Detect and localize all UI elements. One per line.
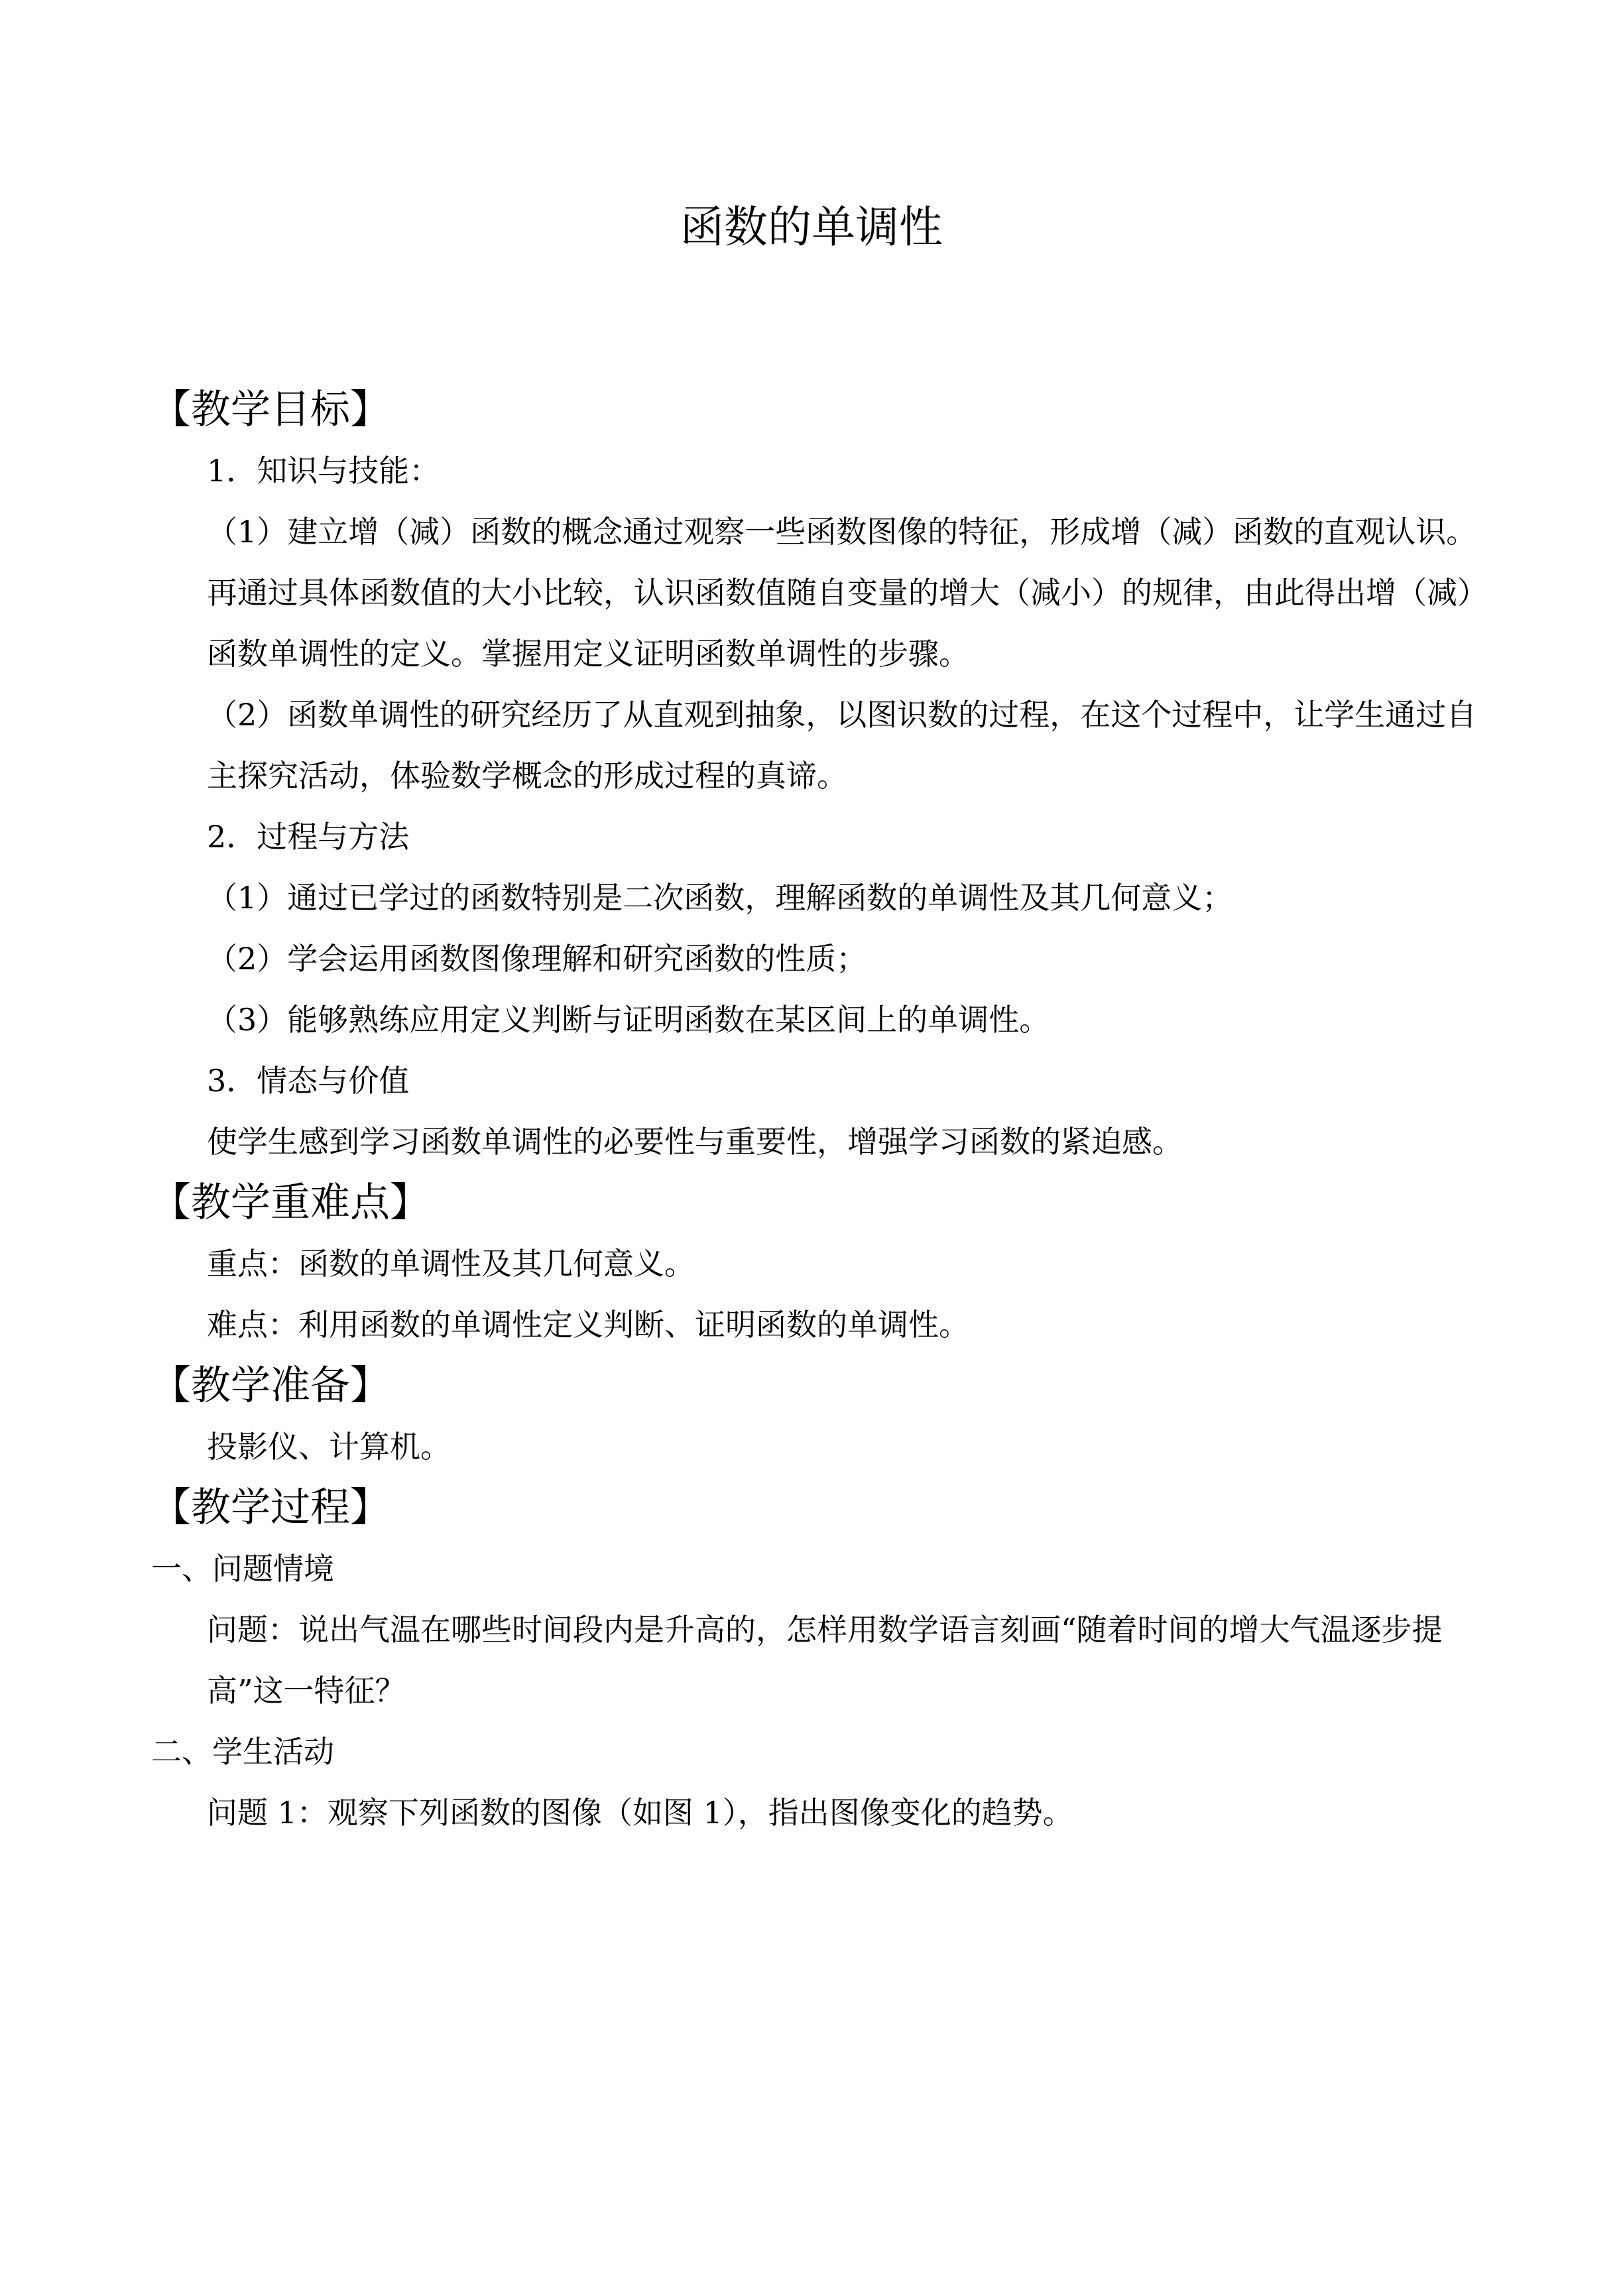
keypoint-focus: 重点：函数的单调性及其几何意义。	[207, 1246, 695, 1282]
section-heading-keypoints: 【教学重难点】	[151, 1179, 430, 1226]
goal-1-paragraph-1: （1）建立增（减）函数的概念通过观察一些函数图像的特征，形成增（减）函数的直观认识。 再通过具体函数值的大小比较，认识函数值随自变量的增大（减小）的规律，由此得出增（减）函数单调性的定义。掌握用定义证明函数单调性的步骤。	[207, 514, 1477, 672]
process-question-1: 问题 1：观察下列函数的图像（如图 1），指出图像变化的趋势。	[207, 1795, 1073, 1831]
goal-1-heading: 1．知识与技能：	[207, 453, 440, 489]
keypoint-difficulty: 难点：利用函数的单调性定义判断、证明函数的单调性。	[207, 1307, 969, 1343]
goal-2-paragraph-3: （3）能够熟练应用定义判断与证明函数在某区间上的单调性。	[207, 1002, 1050, 1038]
goal-2-paragraph-1: （1）通过已学过的函数特别是二次函数，理解函数的单调性及其几何意义；	[207, 880, 1233, 916]
goal-2-paragraph-2: （2）学会运用函数图像理解和研究函数的性质；	[207, 941, 867, 977]
document-title: 函数的单调性	[680, 202, 943, 253]
goal-2-heading: 2．过程与方法	[207, 819, 410, 855]
goal-3-heading: 3．情态与价值	[207, 1063, 410, 1099]
section-heading-process: 【教学过程】	[151, 1484, 390, 1531]
document-body	[151, 379, 1484, 1843]
process-question: 问题：说出气温在哪些时间段内是升高的，怎样用数学语言刻画“随着时间的增大气温逐步提高”这一特征？	[207, 1612, 1443, 1709]
process-heading-1: 一、问题情境	[151, 1551, 334, 1587]
section-heading-goals: 【教学目标】	[151, 387, 390, 433]
section-heading-preparation: 【教学准备】	[151, 1362, 390, 1409]
goal-3-paragraph-1: 使学生感到学习函数单调性的必要性与重要性，增强学习函数的紧迫感。	[207, 1124, 1183, 1160]
goal-1-paragraph-2: （2）函数单调性的研究经历了从直观到抽象，以图识数的过程，在这个过程中，让学生通过自主探究活动，体验数学概念的形成过程的真谛。	[207, 697, 1477, 794]
process-heading-2: 二、学生活动	[151, 1734, 334, 1770]
preparation-items: 投影仪、计算机。	[207, 1429, 451, 1465]
